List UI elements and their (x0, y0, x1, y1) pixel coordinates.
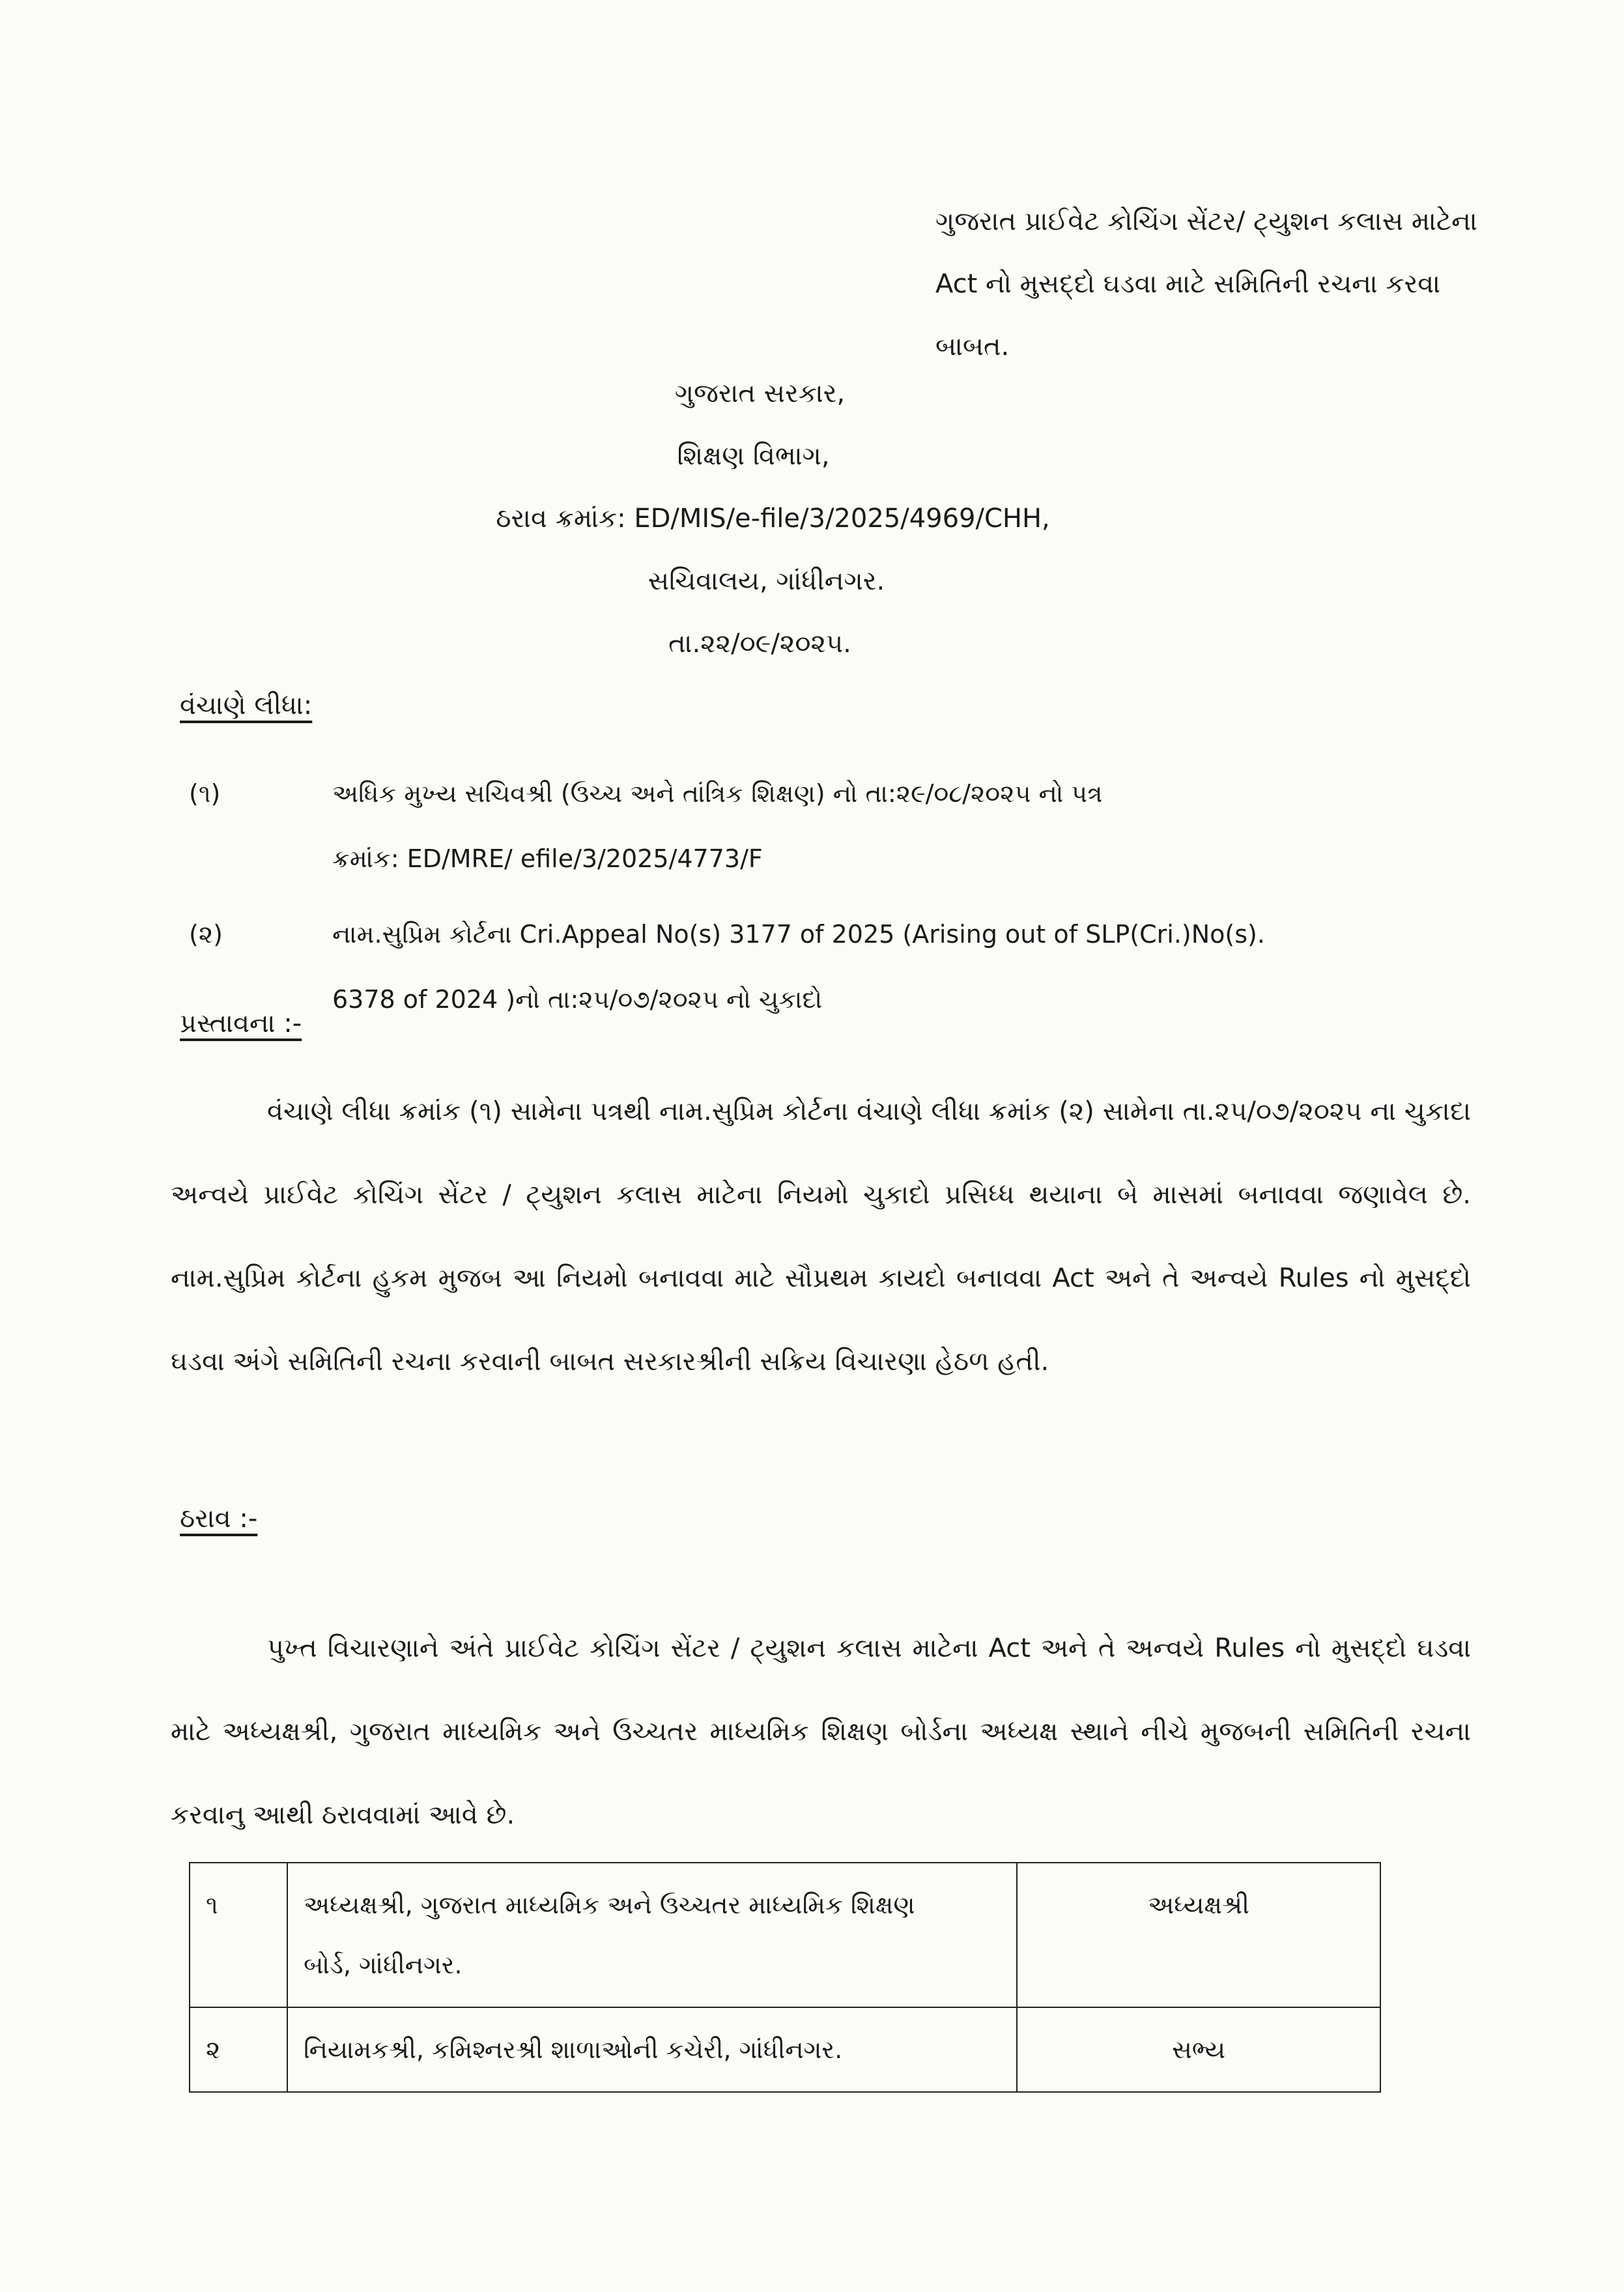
reference-text: નામ.સુપ્રિમ કોર્ટના Cri.Appeal No(s) 3177 of 2025 (Arising out of SLP(Cri.)No(s). 6378 of 2024 )નો તા:૨૫/૦૭/૨૦૨૫ નો ચુકાદો (332, 920, 1265, 1014)
resolution-number: ઠરાવ ક્રમાંક: ED/MIS/e-file/3/2025/4969/CHH, (496, 504, 1050, 534)
reference-list (189, 761, 1427, 1042)
reference-item (189, 761, 1427, 891)
read-heading: વંચાણે લીધા: (180, 691, 313, 721)
resolution-heading: ઠરાવ :- (180, 1504, 258, 1534)
department-name: શિક્ષણ વિભાગ, (677, 441, 830, 471)
preamble-heading: પ્રસ્તાવના :- (180, 1009, 302, 1039)
reference-number: (૨) (189, 920, 223, 949)
issue-date: તા.૨૨/૦૯/૨૦૨૫. (668, 629, 851, 659)
preamble-paragraph: વંચાણે લીધા ક્રમાંક (૧) સામેના પત્રથી નામ.સુપ્રિમ કોર્ટના વંચાણે લીધા ક્રમાંક (૨) સામેના તા.૨૫/૦૭/૨૦૨૫ ના ચુકાદા અન્વયે પ્રાઈવેટ કોચિંગ સેંટર / ટ્યુશન કલાસ માટેના નિયમો ચુકાદો પ્રસિધ્ધ થયાના બે માસમાં બનાવવા જણાવેલ છે. નામ.સુપ્રિમ કોર્ટના હુકમ મુજબ આ નિયમો બનાવવા માટે સૌપ્રથમ કાયદો બનાવવા Act અને તે અન્વયે Rules નો મુસદ્દો ઘડવા અંગે સમિતિની રચના કરવાની બાબત સરકારશ્રીની સક્રિય વિચારણા હેઠળ હતી. (171, 1096, 1471, 1377)
reference-number: (૧) (189, 779, 221, 808)
issue-place: સચિવાલય, ગાંધીનગર. (648, 566, 885, 596)
document-header (0, 362, 1624, 675)
member-number: ૨ (190, 2007, 287, 2092)
table-row (190, 2007, 1380, 2092)
table-row (190, 1863, 1380, 2007)
reference-text: અધિક મુખ્ય સચિવશ્રી (ઉચ્ચ અને તાંત્રિક શિક્ષણ) નો તા:૨૯/૦૮/૨૦૨૫ નો પત્ર ક્રમાંક: ED/MRE/ efile/3/2025/4773/F (332, 779, 1103, 873)
resolution-paragraph: પુખ્ત વિચારણાને અંતે પ્રાઈવેટ કોચિંગ સેંટર / ટ્યુશન કલાસ માટેના Act અને તે અન્વયે Rules નો મુસદ્દો ઘડવા માટે અધ્યક્ષશ્રી, ગુજરાત માધ્યમિક અને ઉચ્ચતર માધ્યમિક શિક્ષણ બોર્ડના અધ્યક્ષ સ્થાને નીચે મુજબની સમિતિની રચના કરવાનુ આથી ઠરાવવામાં આવે છે. (171, 1633, 1471, 1830)
member-number: ૧ (190, 1863, 287, 2007)
member-role: સભ્ય (1017, 2007, 1380, 2092)
subject-line: ગુજરાત પ્રાઈવેટ કોચિંગ સેંટર/ ટ્યુશન કલાસ માટેના Act નો મુસદ્દો ઘડવા માટે સમિતિની રચના કરવા બાબત. (935, 207, 1477, 362)
reference-item (189, 902, 1427, 1032)
member-designation: નિયામકશ્રી, કમિશ્નરશ્રી શાળાઓની કચેરી, ગાંધીનગર. (287, 2007, 1017, 2092)
committee-table (189, 1862, 1381, 2093)
member-designation: અધ્યક્ષશ્રી, ગુજરાત માધ્યમિક અને ઉચ્ચતર માધ્યમિક શિક્ષણ બોર્ડ, ગાંધીનગર. (287, 1863, 1017, 2007)
government-name: ગુજરાત સરકાર, (674, 379, 846, 408)
member-role: અધ્યક્ષશ્રી (1017, 1863, 1380, 2007)
